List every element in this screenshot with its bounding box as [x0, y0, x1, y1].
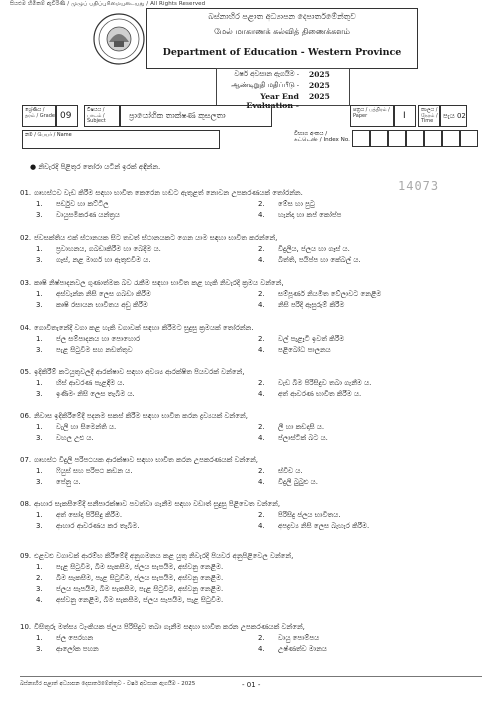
question-stem [20, 368, 245, 377]
exam-info-bar [22, 105, 467, 127]
footer-divider [20, 676, 482, 677]
option-number: 2. [258, 245, 265, 253]
option-text: බිම සැකසීම, පැළ සිටුවීම, ජලය සැපයීම, අස්වනු නෙළීම. [56, 574, 224, 582]
option-number: 3. [36, 478, 43, 486]
exam-year: 2025 [309, 92, 330, 101]
option-text: විදුලි බුබුළු ය. [278, 478, 318, 486]
paper-label: පත්‍රය / பத்திரம் / Paper [353, 107, 390, 119]
option-number: 3. [36, 211, 43, 219]
answer-option[interactable] [258, 290, 381, 299]
question-stem [20, 500, 280, 509]
exam-row-english [217, 92, 349, 110]
option-text: පිරිසිදු ජලය භාවිතය. [278, 511, 341, 519]
question-text: නිවාස ඉදිකිරීමේදී පදනම සකස් කිරීම සඳහා භාවිත කරන ද්‍රව්‍යයක් වන්නේ, [34, 412, 248, 420]
option-number: 2. [258, 423, 265, 431]
answer-option[interactable] [258, 301, 344, 310]
time-label: කාලය / நேரம் / Time [421, 107, 438, 124]
option-number: 2. [258, 200, 265, 208]
question-text: ගෘහස්ථව වැඩ කිරීම සඳහා භාවිත කෙරෙන හඬට ඇතුළත් නොවන උපකරණයක් තෝරන්න. [34, 189, 303, 197]
subject-label: විෂයය / பாடம் / Subject [87, 107, 106, 124]
exam-year: 2025 [309, 70, 330, 79]
option-number: 3. [36, 256, 43, 264]
option-text: උෂ්ණත්ව මානය [278, 645, 327, 653]
answer-option[interactable] [36, 423, 116, 432]
question-number: 09. [20, 552, 32, 560]
answer-option[interactable] [36, 211, 120, 220]
option-number: 4. [258, 211, 265, 219]
dept-name-sinhala: බස්නාහිර පළාත අධ්‍යාපන දෙපාර්තමේන්තුව [208, 12, 356, 21]
option-number: 3. [36, 301, 43, 309]
answer-option[interactable] [36, 511, 122, 520]
index-label: විභාග අංකය / சுட்டெண் / Index No. [294, 131, 350, 143]
option-text: ප්‍රවාහනය, ගබඩාකිරීම හා බෙදීම ය. [56, 245, 161, 253]
exam-label: ஆண்டிறுதி மதிப்பீடு - [231, 81, 299, 89]
answer-option[interactable] [36, 634, 93, 643]
question-text: ඉදිකිරීම් කටයුතුවලදී ආරක්ෂාව සඳහා අවශ්‍ය ආරක්ෂිත පියවරක් වන්නේ, [34, 368, 245, 376]
option-text: පර්ඩුව හා කට්ටිල [56, 200, 109, 208]
option-text: ආලෝක පහන [56, 645, 99, 653]
option-text: ගෑස්, නළ මාර්ග හා ඇතුළුවීම ය. [56, 256, 151, 264]
option-number: 2. [258, 379, 265, 387]
answer-option[interactable] [36, 290, 151, 299]
answer-option[interactable] [36, 301, 148, 310]
exam-title-box [216, 68, 350, 110]
subject-value: ප්‍රායෝගික තාක්ෂණ කුසලතා [129, 111, 226, 120]
option-number: 1. [36, 423, 43, 431]
index-box[interactable] [460, 130, 478, 147]
option-text: වල් පැළෑටි ඉවත් කිරීම [278, 335, 345, 343]
option-text: අපද්‍රව්‍ය නිසි ලෙස බැහැර කිරීම. [278, 522, 370, 530]
exam-label: වර්ෂ අවසාන ඇගයීම - [234, 70, 299, 78]
option-number: 1. [36, 379, 43, 387]
paper-value-cell [394, 105, 416, 127]
option-text: ස්විච ය. [278, 467, 303, 475]
province-emblem-logo [92, 12, 146, 66]
option-text: අස්වැන්න නිසි ලෙස ගබඩා කිරීම [56, 290, 151, 298]
question-number: 06. [20, 412, 32, 420]
option-number: 2. [258, 511, 265, 519]
grade-value: 09 [60, 111, 72, 121]
question-text: විසිතුරු මත්ස්‍ය ටැංකියක ජලය පිරිසිදුව තබා ගැනීම සඳහා භාවිත කරන උපකරණයක් වන්නේ, [34, 623, 305, 631]
answer-option[interactable] [36, 200, 109, 209]
exam-row-tamil [217, 81, 349, 92]
option-number: 3. [36, 434, 43, 442]
option-text: සම්පූර්ණ නියමිත වේලාවට නෙළීම [278, 290, 382, 298]
option-number: 4. [258, 256, 265, 264]
index-box[interactable] [352, 130, 370, 147]
option-text: ජලය සැපයීම, බිම සැකසීම, පැළ සිටුවීම, අස්වනු නෙළීම. [56, 585, 224, 593]
option-text: අස්වනු නෙළීම, බිම සැකසීම, ජලය සැපයීම, පැළ සිටුවීම. [56, 596, 224, 604]
option-number: 4. [258, 346, 265, 354]
answer-option[interactable] [36, 467, 133, 476]
option-text: විදුලිය, ජලය හා ගෑස් ය. [278, 245, 350, 253]
answer-option[interactable] [258, 434, 328, 443]
answer-option[interactable] [36, 379, 125, 388]
answer-option[interactable] [258, 478, 318, 487]
option-text: ප්ලාස්ටික් බට ය. [278, 434, 328, 442]
question-stem [20, 324, 253, 333]
option-text: අත් සෝදා පිරිසිදු කිරීම. [56, 511, 123, 519]
question-number: 02. [20, 234, 32, 242]
answer-option[interactable] [36, 574, 223, 583]
option-text: පළිබෝධ පාලනය [278, 346, 331, 354]
option-number: 4. [36, 596, 43, 604]
question-number: 10. [20, 623, 32, 631]
option-number: 1. [36, 290, 43, 298]
option-number: 2. [258, 290, 265, 298]
question-number: 05. [20, 368, 32, 376]
paper-label-cell [350, 105, 394, 127]
option-text: ආහාර ආවරණය කර තැබීම. [56, 522, 140, 530]
option-text: පේනු ය. [56, 478, 81, 486]
answer-option[interactable] [36, 245, 161, 254]
option-number: 4. [258, 478, 265, 486]
option-text: පැළ සිටුවීම සහ නඩත්තුව [56, 346, 133, 354]
question-number: 03. [20, 279, 32, 287]
option-number: 1. [36, 634, 43, 642]
option-text: ජල සම්පාදනය හා පොහොර [56, 335, 141, 343]
option-number: 4. [258, 522, 265, 530]
option-text: පැළ සිටුවීම, බිම සැකසීම, ජලය සැපයීම, අස්වනු නෙළීම. [56, 563, 224, 571]
answer-option[interactable] [258, 335, 344, 344]
index-box[interactable] [370, 130, 388, 147]
option-number: 2. [258, 634, 265, 642]
option-number: 3. [36, 346, 43, 354]
option-number: 1. [36, 335, 43, 343]
exam-label: Year End Evaluation - [246, 92, 299, 110]
option-text: ජල පෙරහන [56, 634, 94, 642]
option-text: ෆියුස් සහ පරිපථ කඩන ය. [56, 467, 133, 475]
answer-option[interactable] [258, 645, 327, 654]
answer-option[interactable] [258, 390, 361, 399]
option-text: හිස් ආවරණ පැළඳීම ය. [56, 379, 125, 387]
exam-year: 2025 [309, 81, 330, 90]
index-box[interactable] [406, 130, 424, 147]
option-text: ඉණිමං නිසි ලෙස තැබීම ය. [56, 390, 135, 398]
option-number: 1. [36, 200, 43, 208]
question-text: එළවළු වගාවක් ආරම්භ කිරීමේදී අනුගමනය කළ යුතු නිවැරදි පියවර අනුපිළිවෙල වන්නේ, [34, 552, 294, 560]
question-stem [20, 234, 277, 243]
answer-option[interactable] [36, 522, 140, 531]
answer-option[interactable] [258, 379, 371, 388]
question-stem [20, 623, 305, 632]
answer-option[interactable] [36, 256, 151, 265]
subject-value-cell [120, 105, 272, 127]
question-text: ගොවිතැනේදී වගා කළ හැකි වගාවක් සඳහා කිරීමට සුදුසු ක්‍රමයක් තෝරන්න. [34, 324, 254, 332]
option-number: 2. [258, 467, 265, 475]
dept-name-tamil: மேல் மாகாணக் கல்வித் திணைக்களம் [214, 27, 350, 36]
option-number: 2. [36, 574, 43, 582]
answer-option[interactable] [36, 563, 223, 572]
option-number: 3. [36, 585, 43, 593]
answer-option[interactable] [36, 346, 133, 355]
answer-option[interactable] [258, 423, 324, 432]
question-number: 04. [20, 324, 32, 332]
option-text: වායු පොම්පය [278, 634, 320, 642]
time-value: පැය 02 [443, 112, 466, 120]
option-text: ලී හා කඩදාසි ය. [278, 423, 325, 431]
option-number: 4. [258, 301, 265, 309]
answer-option[interactable] [258, 200, 315, 209]
footer-text: බස්නාහිර පළාත් අධ්‍යාපන දෙපාර්තමේන්තුව - වර්ෂ අවසාන ඇගයීම - 2025 [20, 681, 196, 687]
instruction-text: ● නිවැරදි පිළිතුර තෝරා යටින් ඉරක් අඳින්න. [30, 163, 161, 171]
answer-option[interactable] [36, 585, 223, 594]
option-number: 1. [36, 467, 43, 475]
index-box[interactable] [424, 130, 442, 147]
answer-option[interactable] [258, 211, 341, 220]
dept-name-english: Department of Education - Western Province [162, 47, 402, 58]
index-box[interactable] [388, 130, 406, 147]
option-number: 1. [36, 563, 43, 571]
answer-option[interactable] [36, 478, 81, 487]
answer-option[interactable] [36, 645, 99, 654]
answer-option[interactable] [36, 335, 140, 344]
question-number: 01. [20, 189, 32, 197]
option-text: වහල උළු ය. [56, 434, 94, 442]
page-number: - 01 - [242, 681, 261, 689]
option-text: වායුසමීකරණ යන්ත්‍රය [56, 211, 120, 219]
option-text: අත් ආවරණ භාවිත කිරීම ය. [278, 390, 362, 398]
option-number: 4. [258, 645, 265, 653]
answer-option[interactable] [36, 390, 135, 399]
option-number: 4. [258, 390, 265, 398]
option-number: 2. [258, 335, 265, 343]
option-text: මේස හා පුටු [278, 200, 315, 208]
answer-option[interactable] [258, 511, 340, 520]
question-text: ජවසක්තිය එක් ස්ථානයක සිට තවත් ස්ථානයකට ගෙන යාම සඳහා භාවිත කරන්නේ, [34, 234, 278, 242]
answer-option[interactable] [258, 346, 331, 355]
question-text: ගෘහස්ථ විදුලි පරිපථයක ආරක්ෂාව සඳහා භාවිත කරන උපකරණයක් වන්නේ, [34, 456, 258, 464]
serial-stamp: 14073 [398, 179, 440, 193]
paper-value: I [403, 111, 406, 121]
option-number: 3. [36, 390, 43, 398]
option-text: වැලි හා සිමෙන්ති ය. [56, 423, 117, 431]
option-number: 4. [258, 434, 265, 442]
option-number: 3. [36, 645, 43, 653]
name-field[interactable] [22, 130, 220, 149]
option-text: බිත්ති, පයිප්ප හා කේබල් ය. [278, 256, 361, 264]
answer-option[interactable] [258, 522, 369, 531]
grade-label: ශ්‍රේණිය / தரம் / Grade [25, 107, 55, 119]
question-stem [20, 279, 284, 288]
question-text: කෘෂි නිෂ්පාදනවල ගුණාත්මක බව රැකීම සඳහා භාවිත කළ හැකි නිවැරදි ක්‍රමය වන්නේ, [34, 279, 284, 287]
option-number: 3. [36, 522, 43, 530]
answer-option[interactable] [258, 634, 319, 643]
subject-label-cell [84, 105, 120, 127]
question-number: 08. [20, 500, 32, 508]
option-number: 1. [36, 511, 43, 519]
answer-option[interactable] [258, 256, 361, 265]
question-number: 07. [20, 456, 32, 464]
answer-option[interactable] [258, 467, 303, 476]
exam-row-sinhala [217, 70, 349, 81]
answer-option[interactable] [36, 434, 94, 443]
answer-option[interactable] [258, 245, 350, 254]
option-text: නිසි පරිදි ඇසුරුම් කිරීම [278, 301, 345, 309]
question-stem [20, 552, 293, 561]
question-stem [20, 456, 258, 465]
answer-option[interactable] [36, 596, 223, 605]
option-text: වැඩ බිම පිරිසිදුව තබා ගැනීම ය. [278, 379, 372, 387]
grade-value-cell [56, 105, 78, 127]
name-label: නම / பெயர் / Name [25, 132, 72, 138]
option-text: හැන්දා හා කප් කෝප්ප [278, 211, 342, 219]
rights-notice: සියළුම හිමිකම් ඇවිරිණි / முழுப் பதிப்புரிமையுடையது / All Rights Reserved [10, 1, 206, 7]
grade-label-cell [22, 105, 56, 127]
question-stem [20, 412, 248, 421]
time-label-cell [418, 105, 440, 127]
index-box[interactable] [442, 130, 460, 147]
question-text: ආහාර සැකසීමේදී සනීපාරක්ෂාව පවත්වා ගැනීම සඳහා වඩාත් සුදුසු පිළිවෙත වන්නේ, [34, 500, 281, 508]
option-number: 1. [36, 245, 43, 253]
department-header [146, 8, 418, 69]
time-value-cell [440, 105, 467, 127]
question-stem [20, 189, 303, 198]
option-text: කෘෂි රසායන භාවිතය අඩු කිරීම [56, 301, 148, 309]
